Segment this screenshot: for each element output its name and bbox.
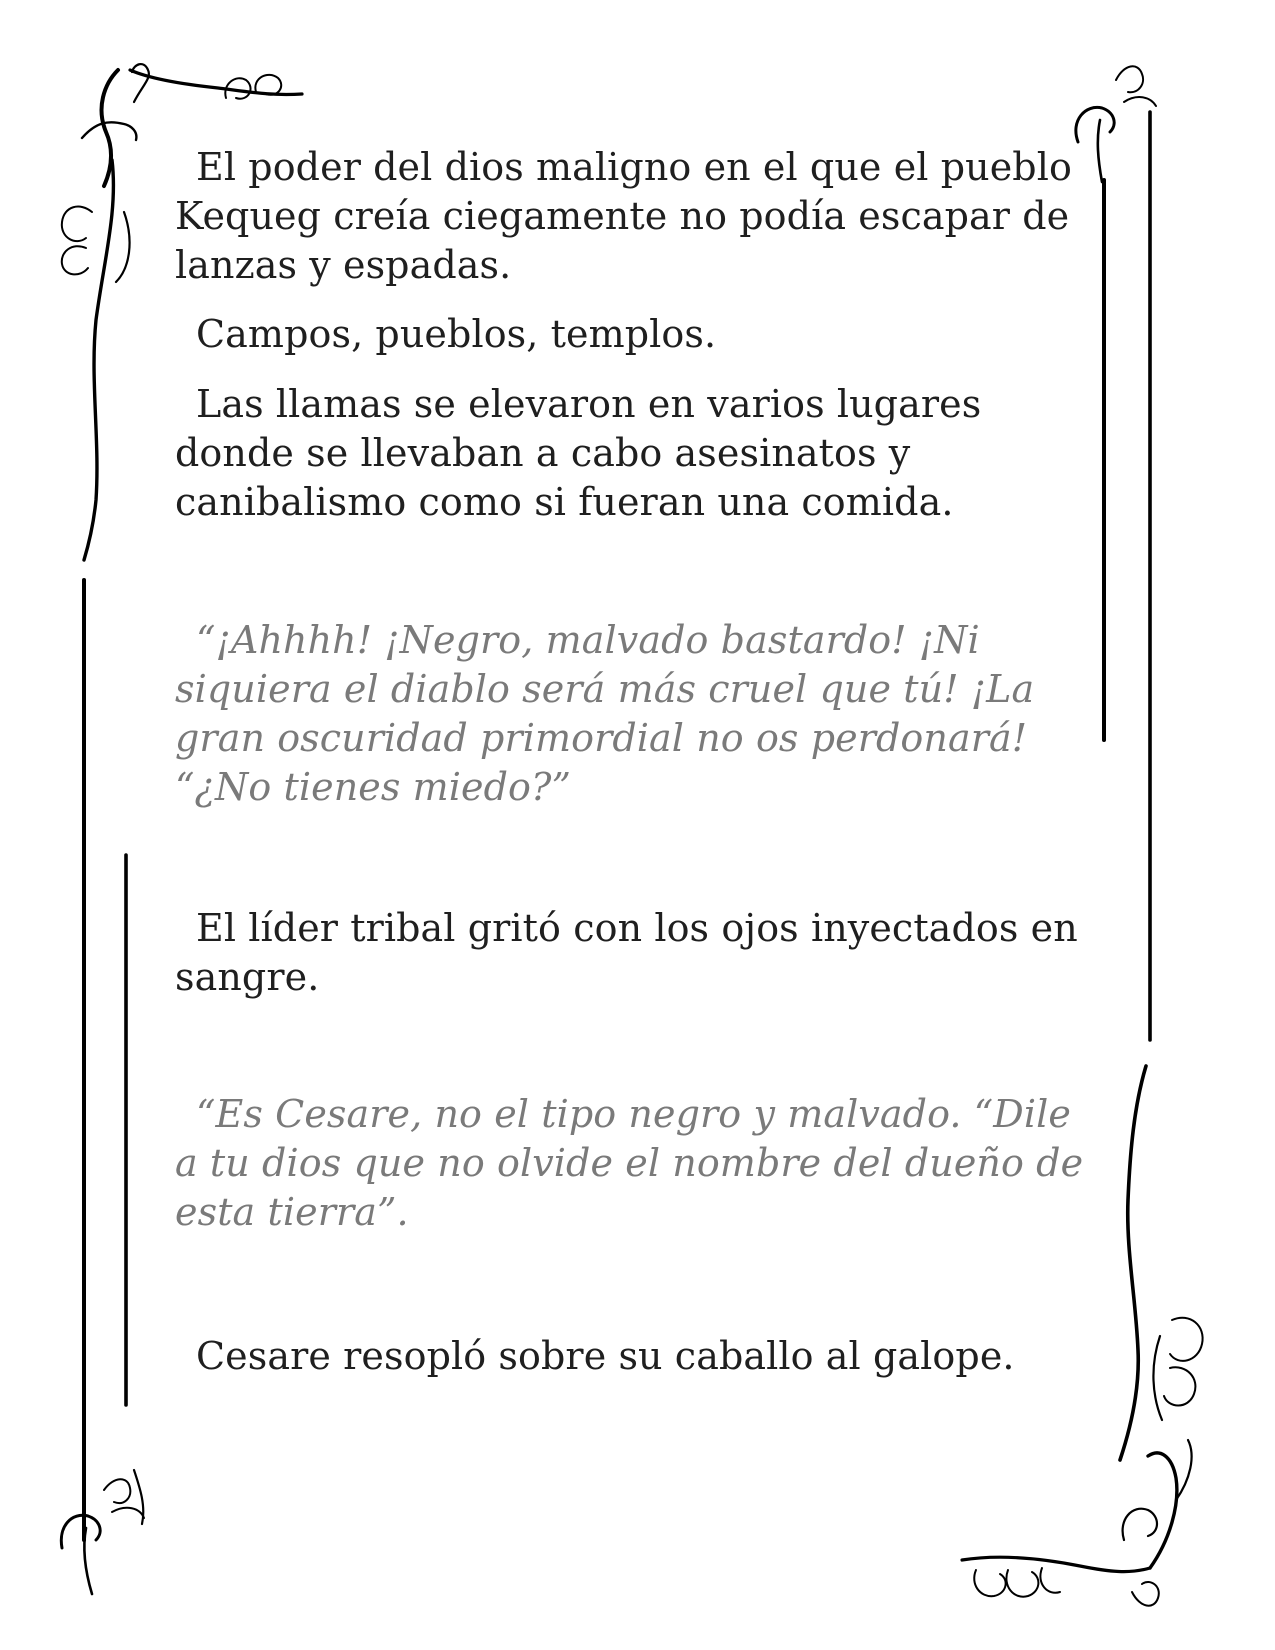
flourish-bottom-right-ornament [962, 1440, 1192, 1606]
paragraph-narration-3: Las llamas se elevaron en varios lugares donde se llevaban a cabo asesinatos y canibalismo como si fueran una comida. [175, 382, 982, 524]
paragraph-dialogue-1: “¡Ahhhh! ¡Negro, malvado bastardo! ¡Ni siquiera el diablo será más cruel que tú! ¡La gran oscuridad primordial no os perdonará! “¿No tienes miedo?” [175, 618, 1035, 809]
paragraph-narration-4: El líder tribal gritó con los ojos inyectados en sangre. [175, 906, 1078, 999]
paragraph-dialogue-2: “Es Cesare, no el tipo negro y malvado. “Dile a tu dios que no olvide el nombre del dueño de esta tierra”. [175, 1092, 1084, 1234]
flourish-bottom-left-ornament [61, 1470, 144, 1594]
paragraph-narration-5: Cesare resopló sobre su caballo al galope. [196, 1334, 1015, 1378]
paragraph-narration-1: El poder del dios maligno en el que el pueblo Kequeg creía ciegamente no podía escapar de lanzas y espadas. [175, 145, 1072, 287]
paragraph-narration-2: Campos, pueblos, templos. [196, 312, 717, 356]
